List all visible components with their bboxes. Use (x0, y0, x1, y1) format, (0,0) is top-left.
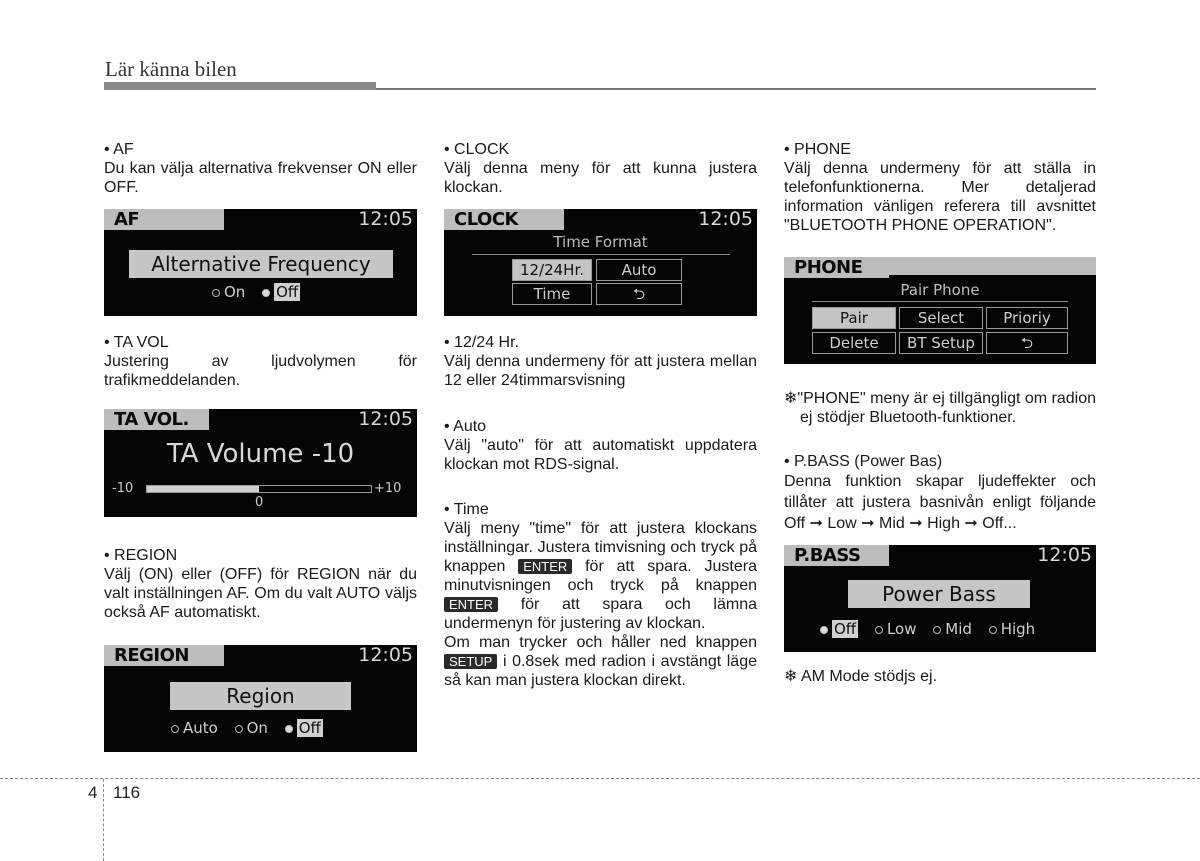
enter-key: ENTER (444, 597, 498, 612)
enter-key: ENTER (518, 559, 572, 574)
screen-tab: CLOCK (444, 209, 564, 230)
btn-12-24hr: 12/24Hr. (512, 259, 592, 281)
btn-delete: Delete (812, 332, 896, 354)
time-text: Välj meny "time" för att justera klockans inställningar. Justera timvisning och tryck på knappen ENTER för att spara. Justera minutvisningen och tryck på knappen ENTER för att spara och lämna undermenyn för justering av klockan. (444, 520, 758, 632)
screen-tab: AF (104, 209, 224, 230)
pbass-screen (784, 545, 1096, 652)
af-label: Alternative Frequency (129, 250, 393, 278)
btn-priority: Prioriy (986, 307, 1068, 329)
screen-tab: TA VOL. (104, 409, 209, 430)
tavol-center: 0 (255, 495, 264, 510)
pbass-label: Power Bass (848, 580, 1030, 608)
time-section (444, 500, 757, 690)
af-screen (104, 209, 417, 316)
tavol-screen (104, 409, 417, 517)
h1224-heading: • 12/24 Hr. (444, 334, 519, 351)
phone-screen (784, 257, 1096, 364)
phone-heading: • PHONE (784, 141, 851, 158)
option-on: On (235, 719, 268, 737)
option-off: Off (285, 719, 323, 737)
clock-screen (444, 209, 757, 316)
screen-tab: REGION (104, 645, 224, 666)
option-off: Off (262, 283, 300, 301)
screen-clock: 12:05 (358, 409, 413, 430)
option-mid: Mid (933, 620, 972, 638)
time-text-2: Om man trycker och håller ned knappen SETUP i 0.8sek med radion i avstängt läge så kan man justera klockan direkt. (444, 634, 757, 689)
clock-section (444, 140, 757, 197)
header-rule (376, 88, 1096, 90)
column-1 (104, 140, 417, 197)
pbass-section (784, 452, 1096, 534)
screen-tab: P.BASS (784, 545, 889, 566)
time-heading: • Time (444, 501, 489, 518)
region-text: Välj (ON) eller (OFF) för REGION när du valt inställningen AF. Om du valt AUTO väljs också AF automatiskt. (104, 566, 417, 621)
auto-heading: • Auto (444, 418, 487, 435)
page-header-title: Lär känna bilen (105, 57, 237, 81)
phone-note: ❄"PHONE" meny är ej tillgängligt om radion ej stödjer Bluetooth-funktioner. (784, 390, 1096, 426)
btn-bt-setup: BT Setup (899, 332, 983, 354)
screen-clock: 12:05 (358, 209, 413, 230)
screen-tab: PHONE (784, 257, 889, 278)
option-on: On (212, 283, 245, 301)
divider (472, 254, 730, 255)
clock-subtitle: Time Format (553, 233, 648, 251)
clock-heading: • CLOCK (444, 141, 510, 158)
am-note-block (784, 667, 1096, 686)
tavol-bar-fill (147, 486, 259, 492)
chapter-number: 4 (88, 783, 98, 802)
region-heading: • REGION (104, 547, 178, 564)
btn-select: Select (899, 307, 983, 329)
auto-text: Välj "auto" för att automatiskt uppdatera klockan mot RDS-signal. (444, 437, 757, 473)
screen-clock: 12:05 (1037, 545, 1092, 566)
phone-subtitle: Pair Phone (900, 281, 980, 299)
auto-section (444, 417, 757, 474)
screen-tab-bar (889, 257, 1096, 275)
btn-auto: Auto (596, 259, 682, 281)
phone-text: Välj denna undermeny för att ställa in telefonfunktionerna. Mer detaljerad information vänligen referera till avsnittet "BLUETOOTH PHONE OPERATION". (784, 160, 1096, 234)
option-high: High (989, 620, 1035, 638)
tavol-section (104, 333, 417, 390)
h1224-section (444, 333, 757, 390)
h1224-text: Välj denna undermeny för att justera mellan 12 eller 24timmarsvisning (444, 353, 757, 389)
btn-time: Time (512, 283, 592, 305)
tavol-max: +10 (374, 481, 402, 496)
screen-clock: 12:05 (698, 209, 753, 230)
tavol-label: TA Volume -10 (166, 439, 355, 469)
clock-text: Välj denna meny för att kunna justera klockan. (444, 160, 757, 196)
region-section (104, 546, 417, 622)
tavol-bar (146, 485, 372, 493)
af-heading: • AF (104, 141, 134, 158)
screen-clock: 12:05 (358, 645, 413, 666)
am-note: ❄ AM Mode stödjs ej. (784, 668, 938, 685)
back-icon: ⮌ (596, 283, 682, 305)
af-text: Du kan välja alternativa frekvenser ON eller OFF. (104, 160, 417, 196)
pbass-text: Denna funktion skapar ljudeffekter och tillåter att justera basnivån enligt följande Off ➞ Low ➞ Mid ➞ High ➞ Off... (784, 473, 1096, 532)
setup-key: SETUP (444, 654, 497, 669)
tavol-heading: • TA VOL (104, 334, 169, 351)
af-options (212, 283, 312, 301)
tavol-text: Justering av ljudvolymen för trafikmeddelanden. (104, 353, 417, 389)
option-off: Off (820, 620, 858, 638)
footer-vertical-divider (103, 779, 104, 861)
option-auto: Auto (171, 719, 218, 737)
region-screen (104, 645, 417, 752)
page-number: 116 (113, 783, 141, 802)
back-icon: ⮌ (986, 332, 1068, 354)
btn-pair: Pair (812, 307, 896, 329)
header-bar (104, 82, 376, 90)
pbass-options (820, 620, 1047, 638)
phone-section (784, 140, 1096, 235)
region-label: Region (170, 682, 351, 710)
divider (812, 301, 1068, 302)
pbass-heading: • P.BASS (Power Bas) (784, 453, 943, 470)
option-low: Low (875, 620, 917, 638)
footer-divider (0, 778, 1200, 779)
region-options (171, 719, 335, 737)
phone-note-block (784, 389, 1096, 427)
tavol-min: -10 (112, 481, 134, 496)
